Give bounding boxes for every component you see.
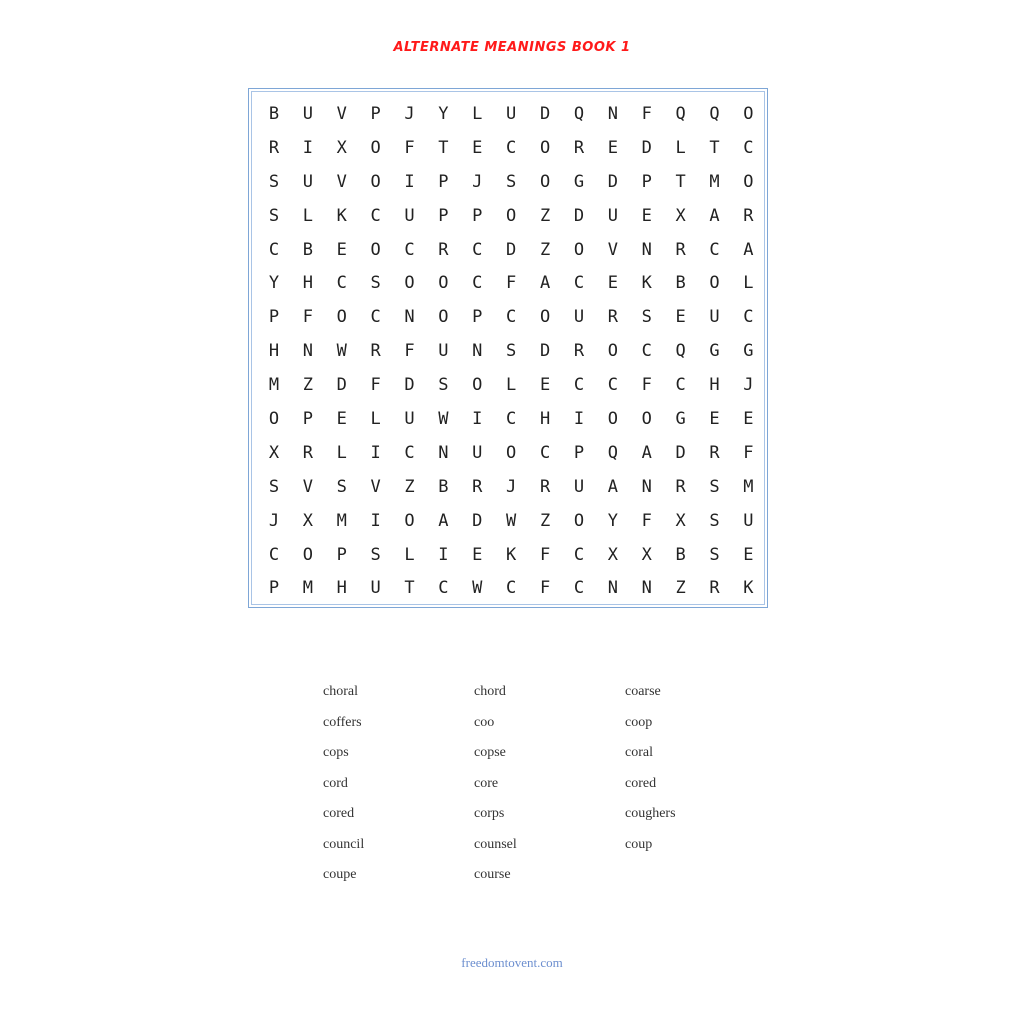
grid-letter: D (539, 341, 551, 362)
grid-letter: M (709, 171, 720, 192)
grid-letter: G (743, 341, 754, 362)
grid-letter: R (438, 239, 449, 260)
grid-letter: D (404, 375, 415, 396)
grid-letter: U (472, 442, 483, 463)
grid-letter: O (573, 239, 585, 260)
grid-letter: F (302, 307, 313, 328)
grid-letter: P (268, 307, 280, 328)
word-list-item: coop (625, 714, 653, 730)
grid-letter: B (675, 544, 686, 565)
grid-letter: S (709, 476, 720, 497)
grid-letter: R (709, 442, 720, 463)
grid-letter: V (336, 103, 347, 124)
grid-letter: D (336, 375, 347, 396)
grid-letter: O (506, 205, 517, 226)
grid-letter: U (404, 205, 415, 226)
word-list-item: cord (323, 775, 348, 791)
grid-letter: T (675, 171, 686, 192)
grid-letter: A (709, 205, 720, 226)
grid-letter: P (438, 171, 449, 192)
grid-letter: C (268, 239, 280, 260)
grid-letter: N (607, 578, 618, 599)
grid-letter: Z (539, 510, 551, 531)
grid-letter: C (506, 578, 517, 599)
grid-letter: O (539, 171, 551, 192)
grid-letter: S (268, 171, 280, 192)
grid-letter: G (573, 171, 585, 192)
grid-letter: E (709, 408, 720, 429)
grid-letter: J (404, 103, 415, 124)
grid-letter: E (743, 408, 754, 429)
word-list-item: chord (474, 684, 506, 699)
grid-letter: F (641, 510, 652, 531)
grid-letter: F (404, 137, 415, 158)
grid-letter: O (709, 273, 720, 294)
grid-letter: M (268, 375, 280, 396)
grid-letter: E (607, 273, 618, 294)
grid-letter: E (472, 137, 483, 158)
grid-letter: D (641, 137, 652, 158)
grid-letter: C (743, 307, 754, 328)
grid-letter: B (302, 239, 313, 260)
grid-letter: C (709, 239, 720, 260)
grid-letter: U (607, 205, 618, 226)
grid-letter: X (336, 137, 347, 158)
grid-letter: I (404, 171, 415, 192)
grid-letter: C (404, 239, 415, 260)
grid-letter: Y (268, 273, 280, 294)
grid-letter: X (302, 510, 313, 531)
grid-letter: C (539, 442, 551, 463)
grid-letter: O (539, 307, 551, 328)
grid-letter: S (370, 273, 381, 294)
grid-letter: C (404, 442, 415, 463)
grid-letter: F (641, 375, 652, 396)
grid-letter: N (438, 442, 449, 463)
grid-letter: U (370, 578, 381, 599)
grid-letter: L (506, 375, 517, 396)
grid-letter: O (438, 273, 449, 294)
word-list-item: choral (323, 684, 358, 699)
word-list-item: cored (323, 806, 355, 821)
grid-letter: U (302, 171, 313, 192)
grid-letter: S (268, 205, 280, 226)
grid-letter: U (404, 408, 415, 429)
grid-letter: E (336, 239, 347, 260)
grid-letter: A (641, 442, 652, 463)
grid-letter: E (675, 307, 686, 328)
grid-letter: O (472, 375, 483, 396)
grid-letter: U (506, 103, 517, 124)
grid-letter: O (370, 137, 381, 158)
grid-letter: W (336, 341, 347, 362)
grid-letter: K (336, 205, 347, 226)
grid-letter: L (336, 442, 347, 463)
word-list-item: coffers (323, 714, 362, 730)
grid-letter: C (438, 578, 449, 599)
grid-letter: N (302, 341, 313, 362)
grid-letter: A (743, 239, 754, 260)
grid-letter: N (641, 578, 652, 599)
grid-letter: R (573, 137, 585, 158)
grid-letter: C (336, 273, 347, 294)
grid-letter: X (268, 442, 280, 463)
grid-letter: R (675, 476, 686, 497)
word-list-item: copse (474, 745, 506, 760)
grid-letter: M (336, 510, 347, 531)
grid-letter: O (607, 341, 618, 362)
grid-letter: E (472, 544, 483, 565)
grid-letter: D (675, 442, 686, 463)
grid-letter: C (573, 273, 585, 294)
grid-letter: I (438, 544, 449, 565)
grid-letter: E (607, 137, 618, 158)
grid-letter: B (675, 273, 686, 294)
grid-letter: L (743, 273, 754, 294)
grid-letter: W (438, 408, 449, 429)
grid-letter: Q (709, 103, 720, 124)
grid-letter: Q (675, 341, 686, 362)
grid-letter: H (268, 341, 280, 362)
grid-letter: E (743, 544, 754, 565)
grid-letter: S (506, 171, 517, 192)
grid-letter: O (438, 307, 449, 328)
grid-letter: D (607, 171, 618, 192)
grid-letter: S (709, 544, 720, 565)
page-title: ALTERNATE MEANINGS BOOK 1 (393, 40, 631, 55)
grid-letter: G (709, 341, 720, 362)
grid-letter: A (438, 510, 449, 531)
grid-letter: R (539, 476, 551, 497)
grid-letter: O (336, 307, 347, 328)
grid-letter: V (302, 476, 313, 497)
grid-letter: P (336, 544, 347, 565)
grid-letter: R (268, 137, 280, 158)
grid-letter: E (539, 375, 551, 396)
grid-letter: S (506, 341, 517, 362)
grid-letter: R (370, 341, 381, 362)
grid-letter: L (404, 544, 415, 565)
grid-letter: J (743, 375, 754, 396)
grid-letter: E (336, 408, 347, 429)
grid-letter: O (404, 510, 415, 531)
grid-letter: U (709, 307, 720, 328)
grid-letter: J (472, 171, 483, 192)
grid-letter: R (675, 239, 686, 260)
grid-letter: M (743, 476, 754, 497)
grid-letter: N (472, 341, 483, 362)
grid-letter: D (573, 205, 585, 226)
word-list-item: coupe (323, 867, 357, 882)
word-list (323, 684, 776, 898)
grid-letter: C (743, 137, 754, 158)
word-list-item: coup (625, 836, 653, 852)
grid-letter: L (370, 408, 381, 429)
grid-letter: J (506, 476, 517, 497)
grid-letter: P (573, 442, 585, 463)
grid-letter: T (709, 137, 720, 158)
grid-letter: P (268, 578, 280, 599)
grid-letter: C (472, 239, 483, 260)
grid-letter: A (539, 273, 551, 294)
grid-letter: C (641, 341, 652, 362)
grid-letter: V (336, 171, 347, 192)
grid-letter: F (743, 442, 754, 463)
grid-letter: F (641, 103, 652, 124)
grid-letter: U (573, 476, 585, 497)
word-list-item: cops (323, 745, 349, 760)
grid-letter: O (539, 137, 551, 158)
grid-letter: R (302, 442, 313, 463)
grid-letter: O (641, 408, 652, 429)
grid-letter: C (506, 408, 517, 429)
grid-letter: X (675, 510, 686, 531)
grid-letter: D (472, 510, 483, 531)
grid-letter: N (641, 476, 652, 497)
grid-letter: I (472, 408, 483, 429)
grid-letter: C (573, 544, 585, 565)
grid-letter: L (675, 137, 686, 158)
grid-letter: R (743, 205, 754, 226)
grid-letter: I (302, 137, 313, 158)
grid-letter: C (607, 375, 618, 396)
grid-letter: C (370, 205, 381, 226)
grid-letter: G (675, 408, 686, 429)
grid-letter: H (539, 408, 551, 429)
grid-letter: K (743, 578, 754, 599)
grid-letter: O (268, 408, 280, 429)
grid-letter: F (370, 375, 381, 396)
grid-letter: C (506, 137, 517, 158)
grid-letter: R (573, 341, 585, 362)
grid-letter: H (336, 578, 347, 599)
footer-link[interactable]: freedomtovent.com (461, 955, 563, 970)
grid-letter: S (709, 510, 720, 531)
grid-letter: Z (539, 205, 551, 226)
grid-letter: C (573, 578, 585, 599)
grid-letter: D (506, 239, 517, 260)
grid-letter: B (268, 103, 280, 124)
grid-letter: C (472, 273, 483, 294)
grid-letter: I (370, 510, 381, 531)
grid-letter: C (573, 375, 585, 396)
grid-letter: N (607, 103, 618, 124)
grid-letter: N (404, 307, 415, 328)
grid-letter: P (472, 205, 483, 226)
word-list-item: cored (625, 775, 657, 791)
grid-letter: W (472, 578, 483, 599)
grid-letter: P (302, 408, 313, 429)
grid-letter: P (438, 205, 449, 226)
grid-letter: M (302, 578, 313, 599)
grid-letter: H (709, 375, 720, 396)
grid-letter: R (709, 578, 720, 599)
grid-letter: W (506, 510, 517, 531)
grid-letter: A (607, 476, 618, 497)
word-list-item: council (323, 836, 365, 852)
grid-letter: X (641, 544, 652, 565)
grid-letter: O (607, 408, 618, 429)
grid-letter: X (675, 205, 686, 226)
grid-letter: I (573, 408, 585, 429)
grid-letter: Y (607, 510, 618, 531)
grid-letter: S (370, 544, 381, 565)
grid-letter: Q (675, 103, 686, 124)
grid-letter: C (506, 307, 517, 328)
grid-letter: U (302, 103, 313, 124)
word-search-grid-frame (248, 88, 768, 608)
grid-letter: H (302, 273, 313, 294)
grid-letter: O (302, 544, 313, 565)
grid-letter: Z (675, 578, 686, 599)
grid-letter: P (370, 103, 381, 124)
grid-letter: T (438, 137, 449, 158)
word-list-item: counsel (474, 836, 517, 852)
grid-letter: P (472, 307, 483, 328)
word-list-item: corps (474, 806, 505, 821)
grid-letter: S (336, 476, 347, 497)
word-list-item: course (474, 867, 511, 882)
grid-letter: Q (607, 442, 618, 463)
grid-letter: K (506, 544, 517, 565)
word-list-item: core (474, 775, 499, 791)
grid-letter: Y (438, 103, 449, 124)
grid-letter: O (573, 510, 585, 531)
grid-letter: O (404, 273, 415, 294)
word-search-grid (257, 97, 765, 605)
grid-letter: S (438, 375, 449, 396)
grid-letter: C (675, 375, 686, 396)
grid-letter: S (268, 476, 280, 497)
grid-letter: F (539, 544, 551, 565)
grid-letter: E (641, 205, 652, 226)
grid-letter: J (268, 510, 280, 531)
word-list-item: coarse (625, 684, 661, 699)
word-list-item: coral (625, 745, 653, 760)
grid-letter: F (539, 578, 551, 599)
grid-letter: F (404, 341, 415, 362)
grid-letter: O (743, 103, 754, 124)
grid-letter: O (506, 442, 517, 463)
grid-letter: R (472, 476, 483, 497)
grid-letter: X (607, 544, 618, 565)
grid-letter: O (743, 171, 754, 192)
grid-letter: F (506, 273, 517, 294)
grid-letter: L (302, 205, 313, 226)
grid-letter: N (641, 239, 652, 260)
grid-letter: C (370, 307, 381, 328)
grid-letter: P (641, 171, 652, 192)
grid-letter: Q (573, 103, 585, 124)
grid-letter: V (370, 476, 381, 497)
grid-letter: I (370, 442, 381, 463)
grid-letter: C (268, 544, 280, 565)
grid-letter: U (573, 307, 585, 328)
grid-letter: T (404, 578, 415, 599)
grid-letter: R (607, 307, 618, 328)
grid-letter: L (472, 103, 483, 124)
grid-letter: D (539, 103, 551, 124)
word-list-item: coughers (625, 806, 676, 821)
grid-letter: Z (539, 239, 551, 260)
grid-letter: O (370, 239, 381, 260)
grid-letter: O (370, 171, 381, 192)
grid-letter: Z (404, 476, 415, 497)
grid-letter: S (641, 307, 652, 328)
grid-letter: U (743, 510, 754, 531)
grid-letter: Z (302, 375, 313, 396)
grid-letter: B (438, 476, 449, 497)
grid-letter: K (641, 273, 652, 294)
grid-letter: V (607, 239, 618, 260)
grid-letter: U (438, 341, 449, 362)
word-list-item: coo (474, 714, 495, 730)
